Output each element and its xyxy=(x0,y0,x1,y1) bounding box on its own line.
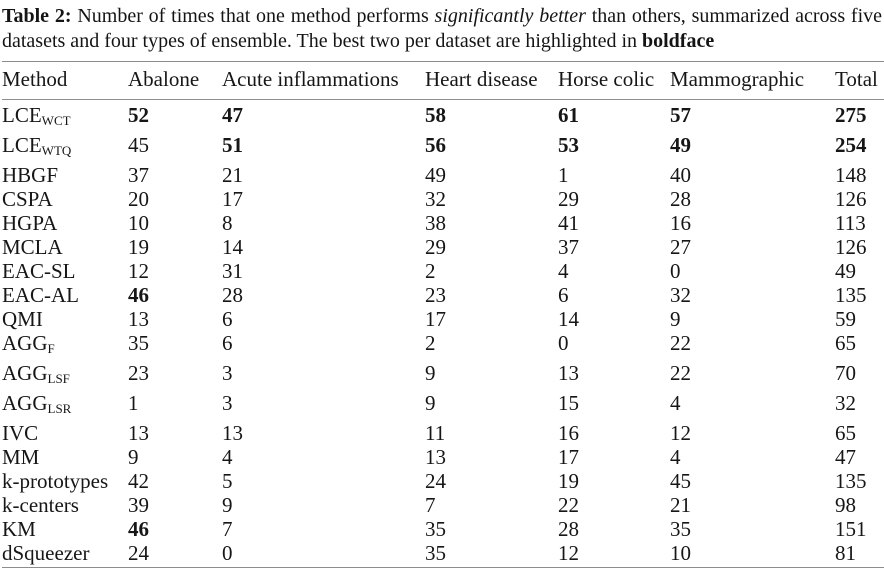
value-cell: 9 xyxy=(425,361,436,385)
value-cell: 135 xyxy=(835,283,867,307)
value-cell: 10 xyxy=(670,541,691,565)
table-row xyxy=(2,331,884,361)
value-cell: 49 xyxy=(835,259,856,283)
value-cell: 53 xyxy=(558,133,579,157)
column-header-mammographic: Mammographic xyxy=(670,67,805,91)
value-cell: 9 xyxy=(425,391,436,415)
table-row xyxy=(2,421,884,445)
method-cell xyxy=(2,331,128,361)
value-cell: 254 xyxy=(835,133,867,157)
value-cell: 39 xyxy=(128,493,149,517)
value-cell: 29 xyxy=(558,187,579,211)
value-cell: 32 xyxy=(835,391,856,415)
method-cell xyxy=(2,361,128,391)
value-cell: 5 xyxy=(222,469,233,493)
value-cell: 31 xyxy=(222,259,243,283)
method-name: k-prototypes xyxy=(2,469,109,493)
value-cell: 35 xyxy=(670,517,691,541)
value-cell: 14 xyxy=(222,235,243,259)
value-cell: 29 xyxy=(425,235,446,259)
caption-text-part2: than others, summarized across five datasets and four types of ensemble. The best two per dataset are highlighted in xyxy=(2,5,883,52)
value-cell: 49 xyxy=(670,133,691,157)
method-name: HGPA xyxy=(2,211,58,235)
method-name: CSPA xyxy=(2,187,53,211)
column-header-horse-colic: Horse colic xyxy=(558,67,655,91)
table-row xyxy=(2,259,884,283)
method-cell xyxy=(2,283,128,307)
value-cell: 28 xyxy=(558,517,579,541)
value-cell: 61 xyxy=(558,103,579,127)
value-cell: 49 xyxy=(425,163,446,187)
value-cell: 37 xyxy=(128,163,149,187)
method-name: MM xyxy=(2,445,40,469)
value-cell: 46 xyxy=(128,283,149,307)
value-cell: 28 xyxy=(670,187,691,211)
column-header-acute-inflammations: Acute inflammations xyxy=(222,67,399,91)
value-cell: 17 xyxy=(425,307,446,331)
method-name: LCE xyxy=(2,133,42,157)
value-cell: 6 xyxy=(222,307,233,331)
table-caption xyxy=(2,4,882,54)
value-cell: 47 xyxy=(835,445,856,469)
value-cell: 24 xyxy=(128,541,149,565)
method-name: IVC xyxy=(2,421,39,445)
value-cell: 9 xyxy=(670,307,681,331)
caption-text-part1: Number of times that one method performs xyxy=(77,5,429,27)
caption-italic-phrase: significantly better xyxy=(434,5,586,27)
value-cell: 58 xyxy=(425,103,446,127)
method-subscript: WCT xyxy=(41,113,71,128)
value-cell: 135 xyxy=(835,469,867,493)
value-cell: 1 xyxy=(558,163,569,187)
value-cell: 275 xyxy=(835,103,867,127)
value-cell: 40 xyxy=(670,163,691,187)
table-row xyxy=(2,235,884,259)
value-cell: 12 xyxy=(670,421,691,445)
method-name: QMI xyxy=(2,307,43,331)
method-name: AGG xyxy=(2,331,48,355)
method-name: MCLA xyxy=(2,235,63,259)
value-cell: 56 xyxy=(425,133,446,157)
method-cell xyxy=(2,259,128,283)
method-cell xyxy=(2,493,128,517)
method-cell xyxy=(2,421,128,445)
method-cell xyxy=(2,133,128,163)
value-cell: 20 xyxy=(128,187,149,211)
value-cell: 28 xyxy=(222,283,243,307)
table-row xyxy=(2,541,884,568)
value-cell: 1 xyxy=(128,391,139,415)
column-header-heart-disease: Heart disease xyxy=(425,67,538,91)
value-cell: 12 xyxy=(128,259,149,283)
method-name: HBGF xyxy=(2,163,59,187)
method-cell xyxy=(2,163,128,187)
value-cell: 3 xyxy=(222,391,233,415)
value-cell: 126 xyxy=(835,235,867,259)
value-cell: 0 xyxy=(558,331,569,355)
method-name: dSqueezer xyxy=(2,541,90,565)
method-cell xyxy=(2,469,128,493)
method-cell xyxy=(2,187,128,211)
method-subscript: F xyxy=(47,341,55,356)
table-row xyxy=(2,133,884,163)
value-cell: 45 xyxy=(128,133,149,157)
value-cell: 13 xyxy=(425,445,446,469)
value-cell: 24 xyxy=(425,469,446,493)
method-name: KM xyxy=(2,517,36,541)
table-row xyxy=(2,283,884,307)
value-cell: 42 xyxy=(128,469,149,493)
value-cell: 7 xyxy=(425,493,436,517)
value-cell: 70 xyxy=(835,361,856,385)
method-cell xyxy=(2,517,128,541)
method-name: LCE xyxy=(2,103,42,127)
table-row xyxy=(2,100,884,134)
method-cell xyxy=(2,391,128,421)
value-cell: 4 xyxy=(670,445,681,469)
value-cell: 32 xyxy=(670,283,691,307)
table-row xyxy=(2,391,884,421)
value-cell: 0 xyxy=(670,259,681,283)
table-row xyxy=(2,361,884,391)
value-cell: 22 xyxy=(670,331,691,355)
value-cell: 17 xyxy=(222,187,243,211)
method-cell xyxy=(2,100,128,134)
value-cell: 46 xyxy=(128,517,149,541)
value-cell: 0 xyxy=(222,541,233,565)
value-cell: 113 xyxy=(835,211,866,235)
value-cell: 148 xyxy=(835,163,867,187)
value-cell: 15 xyxy=(558,391,579,415)
value-cell: 12 xyxy=(558,541,579,565)
method-cell xyxy=(2,307,128,331)
value-cell: 35 xyxy=(425,517,446,541)
value-cell: 81 xyxy=(835,541,856,565)
value-cell: 57 xyxy=(670,103,691,127)
table-row xyxy=(2,307,884,331)
method-name: EAC-AL xyxy=(2,283,79,307)
table-row xyxy=(2,469,884,493)
value-cell: 17 xyxy=(558,445,579,469)
method-subscript: LSF xyxy=(47,371,70,386)
method-cell xyxy=(2,235,128,259)
value-cell: 51 xyxy=(222,133,243,157)
caption-boldface-word: boldface xyxy=(642,30,715,52)
value-cell: 8 xyxy=(222,211,233,235)
method-cell xyxy=(2,445,128,469)
value-cell: 22 xyxy=(558,493,579,517)
value-cell: 4 xyxy=(222,445,233,469)
table-row xyxy=(2,163,884,187)
value-cell: 45 xyxy=(670,469,691,493)
method-cell xyxy=(2,211,128,235)
method-name: k-centers xyxy=(2,493,79,517)
table-row xyxy=(2,493,884,517)
method-name: AGG xyxy=(2,361,48,385)
column-header-method: Method xyxy=(2,67,68,91)
value-cell: 21 xyxy=(222,163,243,187)
results-table xyxy=(2,61,884,568)
value-cell: 2 xyxy=(425,331,436,355)
value-cell: 27 xyxy=(670,235,691,259)
value-cell: 19 xyxy=(128,235,149,259)
value-cell: 7 xyxy=(222,517,233,541)
value-cell: 10 xyxy=(128,211,149,235)
value-cell: 65 xyxy=(835,421,856,445)
value-cell: 4 xyxy=(558,259,569,283)
value-cell: 13 xyxy=(558,361,579,385)
value-cell: 32 xyxy=(425,187,446,211)
method-cell xyxy=(2,541,128,568)
value-cell: 21 xyxy=(670,493,691,517)
value-cell: 6 xyxy=(558,283,569,307)
value-cell: 23 xyxy=(128,361,149,385)
value-cell: 22 xyxy=(670,361,691,385)
value-cell: 47 xyxy=(222,103,243,127)
value-cell: 4 xyxy=(670,391,681,415)
header-row xyxy=(2,62,884,100)
value-cell: 14 xyxy=(558,307,579,331)
value-cell: 59 xyxy=(835,307,856,331)
value-cell: 23 xyxy=(425,283,446,307)
value-cell: 35 xyxy=(425,541,446,565)
value-cell: 41 xyxy=(558,211,579,235)
value-cell: 9 xyxy=(222,493,233,517)
value-cell: 16 xyxy=(558,421,579,445)
value-cell: 3 xyxy=(222,361,233,385)
table-row xyxy=(2,517,884,541)
value-cell: 11 xyxy=(425,421,446,445)
value-cell: 151 xyxy=(835,517,867,541)
value-cell: 9 xyxy=(128,445,139,469)
value-cell: 37 xyxy=(558,235,579,259)
value-cell: 16 xyxy=(670,211,691,235)
value-cell: 38 xyxy=(425,211,446,235)
value-cell: 13 xyxy=(128,307,149,331)
value-cell: 126 xyxy=(835,187,867,211)
column-header-abalone: Abalone xyxy=(128,67,200,91)
value-cell: 52 xyxy=(128,103,149,127)
value-cell: 98 xyxy=(835,493,856,517)
table-row xyxy=(2,187,884,211)
value-cell: 13 xyxy=(222,421,243,445)
method-subscript: LSR xyxy=(47,401,72,416)
value-cell: 13 xyxy=(128,421,149,445)
method-name: AGG xyxy=(2,391,48,415)
table-body xyxy=(2,100,884,568)
value-cell: 2 xyxy=(425,259,436,283)
method-subscript: WTQ xyxy=(41,143,72,158)
value-cell: 6 xyxy=(222,331,233,355)
value-cell: 19 xyxy=(558,469,579,493)
caption-table-label: Table 2: xyxy=(2,5,72,27)
value-cell: 65 xyxy=(835,331,856,355)
value-cell: 35 xyxy=(128,331,149,355)
table-row xyxy=(2,211,884,235)
method-name: EAC-SL xyxy=(2,259,76,283)
column-header-total: Total xyxy=(835,67,878,91)
table-row xyxy=(2,445,884,469)
